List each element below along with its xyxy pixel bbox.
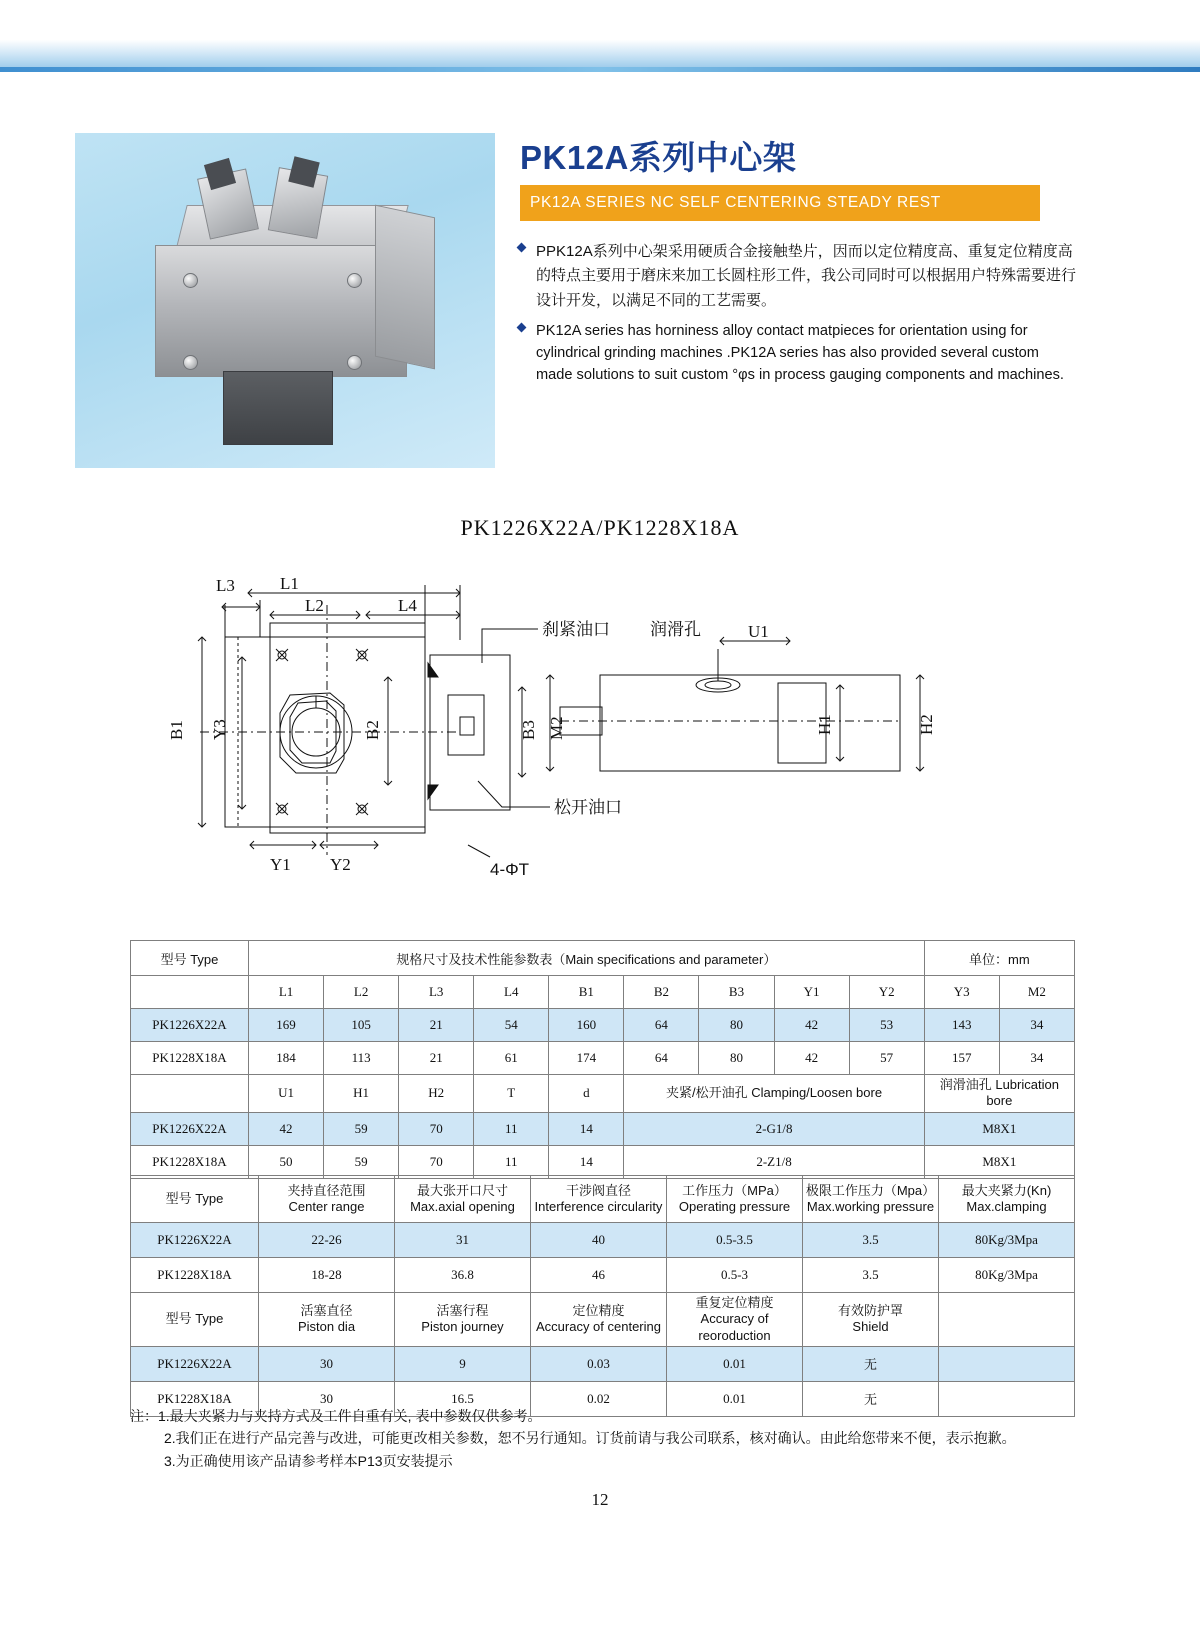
cell-value: 50 <box>249 1145 324 1178</box>
cell-lube: M8X1 <box>924 1145 1074 1178</box>
cell-value: 3.5 <box>803 1258 939 1293</box>
description-item-cn <box>518 240 1078 313</box>
cell-col-U1: U1 <box>249 1075 324 1113</box>
cell-model: PK1226X22A <box>131 1346 259 1381</box>
dim-M2-label: M2 <box>547 716 566 740</box>
notes-line-2: 2.我们正在进行产品完善与改进，可能更改相关参数，恕不另行通知。订货前请与我公司联系，核对确认。由此给您带来不便，表示抱歉。 <box>164 1430 1016 1447</box>
cell-value: 174 <box>549 1042 624 1075</box>
dim-Y2-label: Y2 <box>330 855 351 874</box>
table-row <box>131 1223 1075 1258</box>
cell-value: 21 <box>399 1042 474 1075</box>
cell-value: 143 <box>924 1009 999 1042</box>
table-row <box>131 1145 1075 1178</box>
dim-B1-label: B1 <box>167 720 186 740</box>
cell-centering-accuracy-header: 定位精度 Accuracy of centering <box>531 1293 667 1347</box>
performance-table <box>130 1175 1075 1417</box>
cell-value: 160 <box>549 1009 624 1042</box>
cell-value: 80 <box>699 1042 774 1075</box>
hole-callout-label: 4-ΦT <box>490 860 530 879</box>
notes-line-1 <box>130 1405 1080 1427</box>
dim-H2-label: H2 <box>917 714 936 735</box>
cell-value: 0.5-3.5 <box>667 1223 803 1258</box>
dim-L3-label: L3 <box>216 576 235 595</box>
notes-block <box>130 1405 1080 1472</box>
dim-Y3-label: Y3 <box>210 719 229 740</box>
cell-value: 0.5-3 <box>667 1258 803 1293</box>
cell-value: 9 <box>395 1346 531 1381</box>
cell-spec-header: 规格尺寸及技术性能参数表（Main specifications and parameter） <box>249 941 925 976</box>
dim-L1-label: L1 <box>280 574 299 593</box>
decorative-top-band <box>0 0 1200 72</box>
cell-value: 0.02 <box>531 1381 667 1416</box>
photo-bolt-hole <box>347 355 362 370</box>
cell-model: PK1226X22A <box>131 1223 259 1258</box>
table-row <box>131 1346 1075 1381</box>
drawing-title: PK1226X22A/PK1228X18A <box>460 515 740 540</box>
cell-value: 0.01 <box>667 1346 803 1381</box>
dim-L4-label: L4 <box>398 596 417 615</box>
cell-bore: 2-G1/8 <box>624 1112 924 1145</box>
table-row <box>131 1042 1075 1075</box>
cell-center-range-header: 夹持直径范围 Center range <box>259 1176 395 1223</box>
page-number: 12 <box>591 1490 609 1509</box>
cell-value: 3.5 <box>803 1223 939 1258</box>
notes-text-1: 1.最大夹紧力与夹持方式及工件自重有关, 表中参数仅供参考。 <box>158 1408 542 1424</box>
cell-bore: 2-Z1/8 <box>624 1145 924 1178</box>
cell-col-H1: H1 <box>324 1075 399 1113</box>
cell-model: PK1228X18A <box>131 1381 259 1416</box>
cell-value: 34 <box>999 1009 1074 1042</box>
diamond-bullet-icon <box>517 322 527 332</box>
cell-lube: M8X1 <box>924 1112 1074 1145</box>
cell-col-clamping-bore: 夹紧/松开油孔 Clamping/Loosen bore <box>624 1075 924 1113</box>
cell-col-L3: L3 <box>399 976 474 1009</box>
cell-col-d: d <box>549 1075 624 1113</box>
cell-unit-header: 单位：mm <box>924 941 1074 976</box>
cell-value <box>939 1346 1075 1381</box>
cell-value: 113 <box>324 1042 399 1075</box>
cell-value: 80 <box>699 1009 774 1042</box>
cell-empty <box>131 976 249 1009</box>
dim-Y1-label: Y1 <box>270 855 291 874</box>
photo-bolt-hole <box>183 273 198 288</box>
photo-mount-foot <box>223 371 333 445</box>
cell-model: PK1228X18A <box>131 1042 249 1075</box>
technical-drawing <box>130 545 1070 915</box>
description-list <box>518 240 1078 393</box>
diamond-bullet-icon <box>517 243 527 253</box>
cell-value: 169 <box>249 1009 324 1042</box>
cell-value: 80Kg/3Mpa <box>939 1223 1075 1258</box>
cell-value: 14 <box>549 1145 624 1178</box>
table-row <box>131 1075 1075 1113</box>
cell-value: 11 <box>474 1145 549 1178</box>
cell-col-L1: L1 <box>249 976 324 1009</box>
cell-value: 54 <box>474 1009 549 1042</box>
cell-value: 59 <box>324 1145 399 1178</box>
cell-value: 18-28 <box>259 1258 395 1293</box>
cell-value: 21 <box>399 1009 474 1042</box>
table-row <box>131 1258 1075 1293</box>
lube-hole-label: 润滑孔 <box>650 620 701 639</box>
photo-bolt-hole <box>183 355 198 370</box>
cell-value: 30 <box>259 1381 395 1416</box>
dim-B2-label: B2 <box>363 720 382 740</box>
cell-type-header: 型号 Type <box>131 941 249 976</box>
description-item-en <box>518 320 1078 387</box>
cell-operating-pressure-header: 工作压力（MPa） Operating pressure <box>667 1176 803 1223</box>
cell-type-header-2: 型号 Type <box>131 1293 259 1347</box>
cell-value: 70 <box>399 1112 474 1145</box>
cell-value: 105 <box>324 1009 399 1042</box>
dim-B3-label: B3 <box>519 720 538 740</box>
cell-value: 36.8 <box>395 1258 531 1293</box>
cell-col-Y3: Y3 <box>924 976 999 1009</box>
cell-piston-dia-header: 活塞直径 Piston dia <box>259 1293 395 1347</box>
cell-value: 64 <box>624 1009 699 1042</box>
brake-port-label: 刹紧油口 <box>542 620 610 639</box>
cell-value: 0.03 <box>531 1346 667 1381</box>
table-row <box>131 941 1075 976</box>
cell-value: 184 <box>249 1042 324 1075</box>
cell-value: 34 <box>999 1042 1074 1075</box>
cell-empty <box>131 1075 249 1113</box>
cell-type-header: 型号 Type <box>131 1176 259 1223</box>
dim-H1-label: H1 <box>815 714 834 735</box>
cell-value: 61 <box>474 1042 549 1075</box>
notes-label: 注： <box>130 1408 158 1424</box>
cell-value: 46 <box>531 1258 667 1293</box>
subtitle-banner: PK12A SERIES NC SELF CENTERING STEADY REST <box>520 185 1040 221</box>
release-port-label: 松开油口 <box>554 798 622 817</box>
cell-value: 40 <box>531 1223 667 1258</box>
cell-value: 30 <box>259 1346 395 1381</box>
page-title: PK12A系列中心架 <box>520 139 797 176</box>
cell-piston-journey-header: 活塞行程 Piston journey <box>395 1293 531 1347</box>
dim-L2-label: L2 <box>305 596 324 615</box>
cell-value: 无 <box>803 1346 939 1381</box>
cell-col-L2: L2 <box>324 976 399 1009</box>
table-row <box>131 1293 1075 1347</box>
cell-model: PK1226X22A <box>131 1112 249 1145</box>
cell-value: 70 <box>399 1145 474 1178</box>
cell-col-B3: B3 <box>699 976 774 1009</box>
table-row <box>131 1112 1075 1145</box>
cell-col-lubrication-bore: 润滑油孔 Lubrication bore <box>924 1075 1074 1113</box>
table-row <box>131 976 1075 1009</box>
cell-value: 53 <box>849 1009 924 1042</box>
cell-max-working-pressure-header: 极限工作压力（Mpa） Max.working pressure <box>803 1176 939 1223</box>
cell-value: 57 <box>849 1042 924 1075</box>
cell-value: 42 <box>774 1042 849 1075</box>
cell-max-clamping-header: 最大夹紧力(Kn) Max.clamping <box>939 1176 1075 1223</box>
specifications-table <box>130 940 1075 1179</box>
cell-empty-header <box>939 1293 1075 1347</box>
notes-line-3: 3.为正确使用该产品请参考样本P13页安装提示 <box>164 1452 453 1469</box>
cell-value: 0.01 <box>667 1381 803 1416</box>
cell-value: 11 <box>474 1112 549 1145</box>
cell-value: 16.5 <box>395 1381 531 1416</box>
cell-value: 22-26 <box>259 1223 395 1258</box>
cell-col-Y2: Y2 <box>849 976 924 1009</box>
cell-value: 64 <box>624 1042 699 1075</box>
cell-model: PK1228X18A <box>131 1145 249 1178</box>
photo-bolt-hole <box>347 273 362 288</box>
cell-col-M2: M2 <box>999 976 1074 1009</box>
cell-col-H2: H2 <box>399 1075 474 1113</box>
cell-col-T: T <box>474 1075 549 1113</box>
cell-value: 80Kg/3Mpa <box>939 1258 1075 1293</box>
description-text-en: PK12A series has horniness alloy contact matpieces for orientation using for cylindrical grinding machines .PK12A series has also provided several custom made solutions to suit custom °φs in process gauging components and machines. <box>536 322 1064 384</box>
cell-value: 42 <box>249 1112 324 1145</box>
cell-value: 42 <box>774 1009 849 1042</box>
cell-interference-header: 干涉阀直径 Interference circularity <box>531 1176 667 1223</box>
cell-col-B1: B1 <box>549 976 624 1009</box>
photo-side-block <box>375 205 435 370</box>
dim-U1-label: U1 <box>748 622 769 641</box>
cell-max-axial-opening-header: 最大张开口尺寸 Max.axial opening <box>395 1176 531 1223</box>
cell-col-L4: L4 <box>474 976 549 1009</box>
cell-col-Y1: Y1 <box>774 976 849 1009</box>
cell-value: 31 <box>395 1223 531 1258</box>
cell-value: 59 <box>324 1112 399 1145</box>
product-photo <box>75 133 495 468</box>
cell-value: 14 <box>549 1112 624 1145</box>
cell-model: PK1228X18A <box>131 1258 259 1293</box>
cell-shield-header: 有效防护罩 Shield <box>803 1293 939 1347</box>
cell-reproduction-accuracy-header: 重复定位精度 Accuracy of reoroduction <box>667 1293 803 1347</box>
table-row <box>131 1176 1075 1223</box>
cell-value: 157 <box>924 1042 999 1075</box>
cell-model: PK1226X22A <box>131 1009 249 1042</box>
description-text-cn: PPK12A系列中心架采用硬质合金接触垫片，因而以定位精度高、重复定位精度高的特点主要用于磨床来加工长圆柱形工件，我公司同时可以根据用户特殊需要进行设计开发，以满足不同的工艺需要。 <box>536 243 1077 309</box>
cell-value: 无 <box>803 1381 939 1416</box>
cell-col-B2: B2 <box>624 976 699 1009</box>
table-row <box>131 1009 1075 1042</box>
